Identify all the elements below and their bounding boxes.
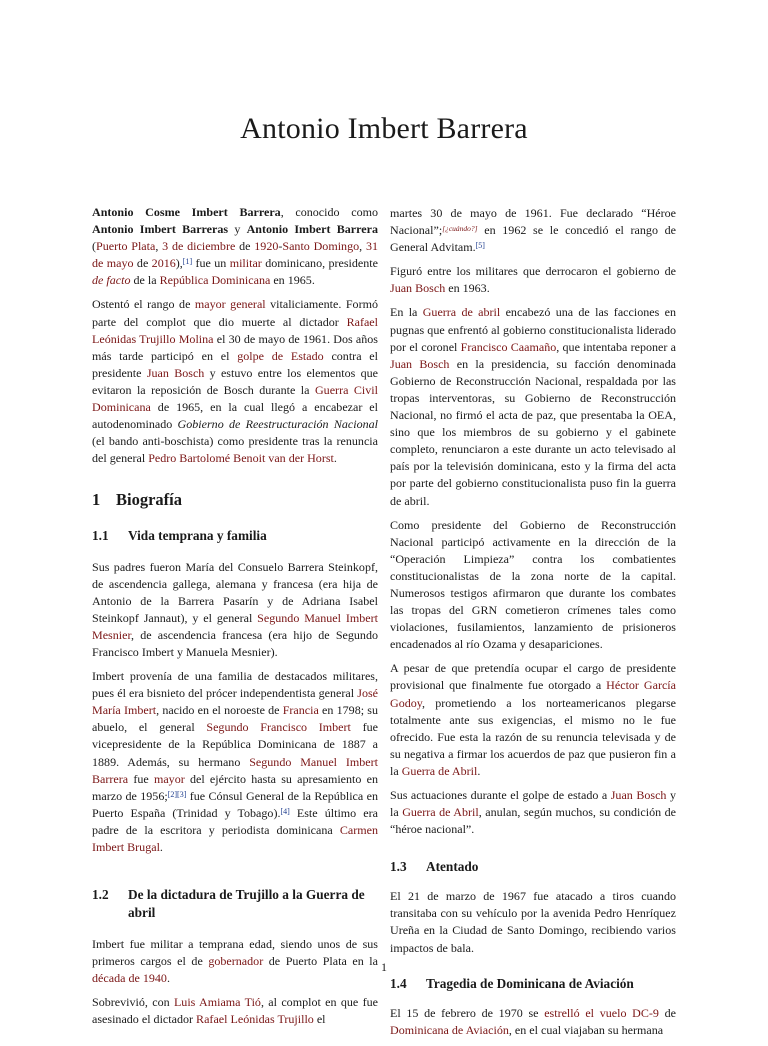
tragedy-paragraph: El 15 de febrero de 1970 se estrelló el vuelo DC-9 de Dominicana de Aviación, en el cual viajaban su hermana [390,1005,676,1037]
link-militar[interactable]: militar [229,256,262,271]
link-2016[interactable]: 2016 [151,256,176,271]
left-column [92,204,378,1036]
ref-3[interactable]: [3] [177,789,187,799]
link-juan-bosch-3[interactable]: Juan Bosch [390,356,450,371]
link-mayor[interactable]: mayor [153,771,185,786]
actions-paragraph: Sus actuaciones durante el golpe de estado a Juan Bosch y la Guerra de Abril, anulan, según muchos, su condición de “héroe nacional”. [390,788,676,837]
link-mayor-general[interactable]: mayor general [194,297,266,312]
link-segundo-francisco-imbert[interactable]: Segundo Francisco Imbert [206,720,351,735]
link-juan-bosch-4[interactable]: Juan Bosch [610,788,667,802]
link-vuelo-dc9[interactable]: estrelló el vuelo DC-9 [544,1005,659,1020]
page-number: 1 [381,960,387,974]
link-gobernador[interactable]: gobernador [208,954,264,969]
link-guerra-de-abril-2[interactable]: Guerra de Abril [401,763,478,778]
link-rafael-trujillo[interactable]: Rafael Leónidas Trujillo [196,1012,314,1027]
april-war-paragraph: En la Guerra de abril encabezó una de las facciones en pugnas que enfrentó al gobierno constitucionalista liderado por el coronel Francisco Caamaño, que intentaba reponer a Juan Bosch en la presidencia, su facción denominada Gobierno de Reconstrucción Nacional, respaldada por las tropas interventoras, su Gobierno de Reconstrucción Nacional, no firmó el acta de paz, que presentaba la OEA, sino que los miembros de su gobierno y el gabinete completo, renunciaron a este durante un acto televisado al país por la televisión dominicana, esto y la firma del acta por parte del gobierno constitucionalista puso fin la guerra de abril. [390,305,676,508]
operation-paragraph: Como presidente del Gobierno de Reconstrucción Nacional participó activamente en la dirección de la “Operación Limpieza” contra los combatientes constitucionalistas de la zona norte de la capital. Numerosos testigos afirmaron que durante los combates las tropas del GRN cometieron crímenes tales como violaciones, fusilamientos, lanzamiento de prisioneros encadenados al río Ozama y desapariciones. [390,517,676,652]
intro-paragraph: Antonio Cosme Imbert Barrera, conocido como Antonio Imbert Barreras y Antonio Imbert Barrera (Puerto Plata, 3 de diciembre de 1920-Santo Domingo, 31 de mayo de 2016),[1] fue un militar dominicano, presidente de facto de la República Dominicana en 1965. [92,205,378,288]
link-juan-bosch-2[interactable]: Juan Bosch [390,281,446,296]
hero-paragraph: martes 30 de mayo de 1961. Fue declarado “Héroe Nacional”;[¿cuándo?] en 1962 se le concedió el rango de General Advitam.[5] [390,206,676,255]
parents-paragraph: Sus padres fueron María del Consuelo Barrera Steinkopf, de ascendencia gallega, alemana y francesa (era hija de Antonio de la Barrera Pasarín y de Adriana Isabel Steinkopf Jannaut), y el general Segundo Manuel Imbert Mesnier, de ascendencia francesa (era hijo de Segundo Francisco Imbert y Manuela Mesnier). [92,559,378,659]
survival-paragraph: Sobrevivió, con Luis Amiama Tió, al complot en que fue asesinado el dictador Rafael Leónidas Trujillo el [92,995,378,1027]
link-juan-bosch[interactable]: Juan Bosch [146,365,205,380]
link-francia[interactable]: Francia [282,703,319,718]
link-santo-domingo[interactable]: Santo Domingo [282,239,360,254]
right-column [390,205,676,1046]
link-puerto-plata[interactable]: Puerto Plata [96,239,156,254]
link-31-mayo[interactable]: 31 de mayo [92,239,378,271]
link-luis-amiama-tio[interactable]: Luis Amiama Tió [173,995,261,1010]
attack-paragraph: El 21 de marzo de 1967 fue atacado a tiros cuando transitaba con su vehículo por la avenida Pedro Henríquez Ureña en la Ciudad de Santo Domingo, recibiendo varios impactos de bala. [390,889,676,955]
bosch-coup-paragraph: Figuró entre los militares que derrocaron el gobierno de Juan Bosch en 1963. [390,264,676,296]
subsection-heading-atentado: 1.3 Atentado [390,859,479,875]
link-guerra-de-abril[interactable]: Guerra de abril [422,305,501,320]
link-guerra-civil[interactable]: Guerra Civil Dominicana [92,382,378,415]
ref-1[interactable]: [1] [182,257,193,267]
link-trujillo-molina[interactable]: Rafael Leónidas Trujillo Molina [92,314,378,346]
subsection-heading-dictadura: 1.2 De la dictadura de Trujillo a la Guerra de abril [92,887,365,921]
ref-2[interactable]: [2] [167,789,178,799]
ref-4[interactable]: [4] [280,806,290,816]
link-dominicana-aviacion[interactable]: Dominicana de Aviación [390,1022,509,1037]
link-guerra-de-abril-3[interactable]: Guerra de Abril [402,805,479,820]
provisional-paragraph: A pesar de que pretendía ocupar el cargo de presidente provisional que finalmente fue otorgado a Héctor García Godoy, prometiendo a los norteamericanos plegarse totalmente ante sus exigencias, el mismo no le fue ofrecido. Fue esta la razón de su renuncia televisada y de su negativa a firmar los acuerdos de paz que pusieron fin a la Guerra de Abril. [390,661,677,778]
link-decada-1940[interactable]: década de 1940 [92,971,167,986]
link-francisco-caamano[interactable]: Francisco Caamaño [460,339,557,354]
family-paragraph: Imbert provenía de una familia de destacados militares, pues él era bisnieto del prócer independentista general José María Imbert, nacido en el noroeste de Francia en 1798; su abuelo, el general Segundo Francisco Imbert fue vicepresidente de la República Dominicana de 1887 a 1889. Además, su hermano Segundo Manuel Imbert Barrera fue mayor del ejército hasta su apresamiento en marzo de 1956;[2][3] fue Cónsul General de la República en Puerto España (Trinidad y Tobago).[4] Este último era padre de la escritora y periodista dominicana Carmen Imbert Brugal. [92,669,379,854]
link-benoit[interactable]: Pedro Bartolomé Benoit van der Horst [148,451,334,466]
link-golpe-de-estado[interactable]: golpe de Estado [237,348,324,363]
link-de-facto[interactable]: de facto [92,273,131,288]
link-segundo-manuel-mesnier[interactable]: Segundo Manuel Imbert Mesnier [92,610,378,642]
link-segundo-manuel-barrera[interactable]: Segundo Manuel Imbert Barrera [92,754,378,786]
subsection-heading-tragedia: 1.4 Tragedia de Dominicana de Aviación [390,975,634,991]
ref-5[interactable]: [5] [475,241,485,251]
subsection-heading-vida: 1.1 Vida temprana y familia [92,527,267,543]
page-title: Antonio Imbert Barrera [240,112,528,145]
section-heading-biografia: 1 Biografía [92,490,182,510]
link-3-diciembre[interactable]: 3 de diciembre [162,239,236,254]
link-jose-maria-imbert[interactable]: José María Imbert [92,686,378,718]
link-1920[interactable]: 1920 [254,239,279,254]
rank-paragraph: Ostentó el rango de mayor general vitaliciamente. Formó parte del complot que dio muerte al dictador Rafael Leónidas Trujillo Molina el 30 de mayo de 1961. Dos años más tarde participó en el golpe de Estado contra el presidente Juan Bosch y estuvo entre los elementos que evitaron la reposición de Bosch durante la Guerra Civil Dominicana de 1965, en la cual llegó a encabezar el autodenominado Gobierno de Reestructuración Nacional (el bando anti-boschista) como presidente tras la renuncia del general Pedro Bartolomé Benoit van der Horst. [92,297,378,466]
link-hector-garcia-godoy[interactable]: Héctor García Godoy [390,678,677,710]
citation-needed[interactable]: [¿cuándo?] [442,224,478,234]
link-carmen-imbert-brugal[interactable]: Carmen Imbert Brugal [92,822,378,854]
link-republica-dominicana[interactable]: República Dominicana [159,273,271,288]
military-paragraph: Imbert fue militar a temprana edad, siendo unos de sus primeros cargos el de gobernador de Puerto Plata en la década de 1940. [92,937,378,986]
